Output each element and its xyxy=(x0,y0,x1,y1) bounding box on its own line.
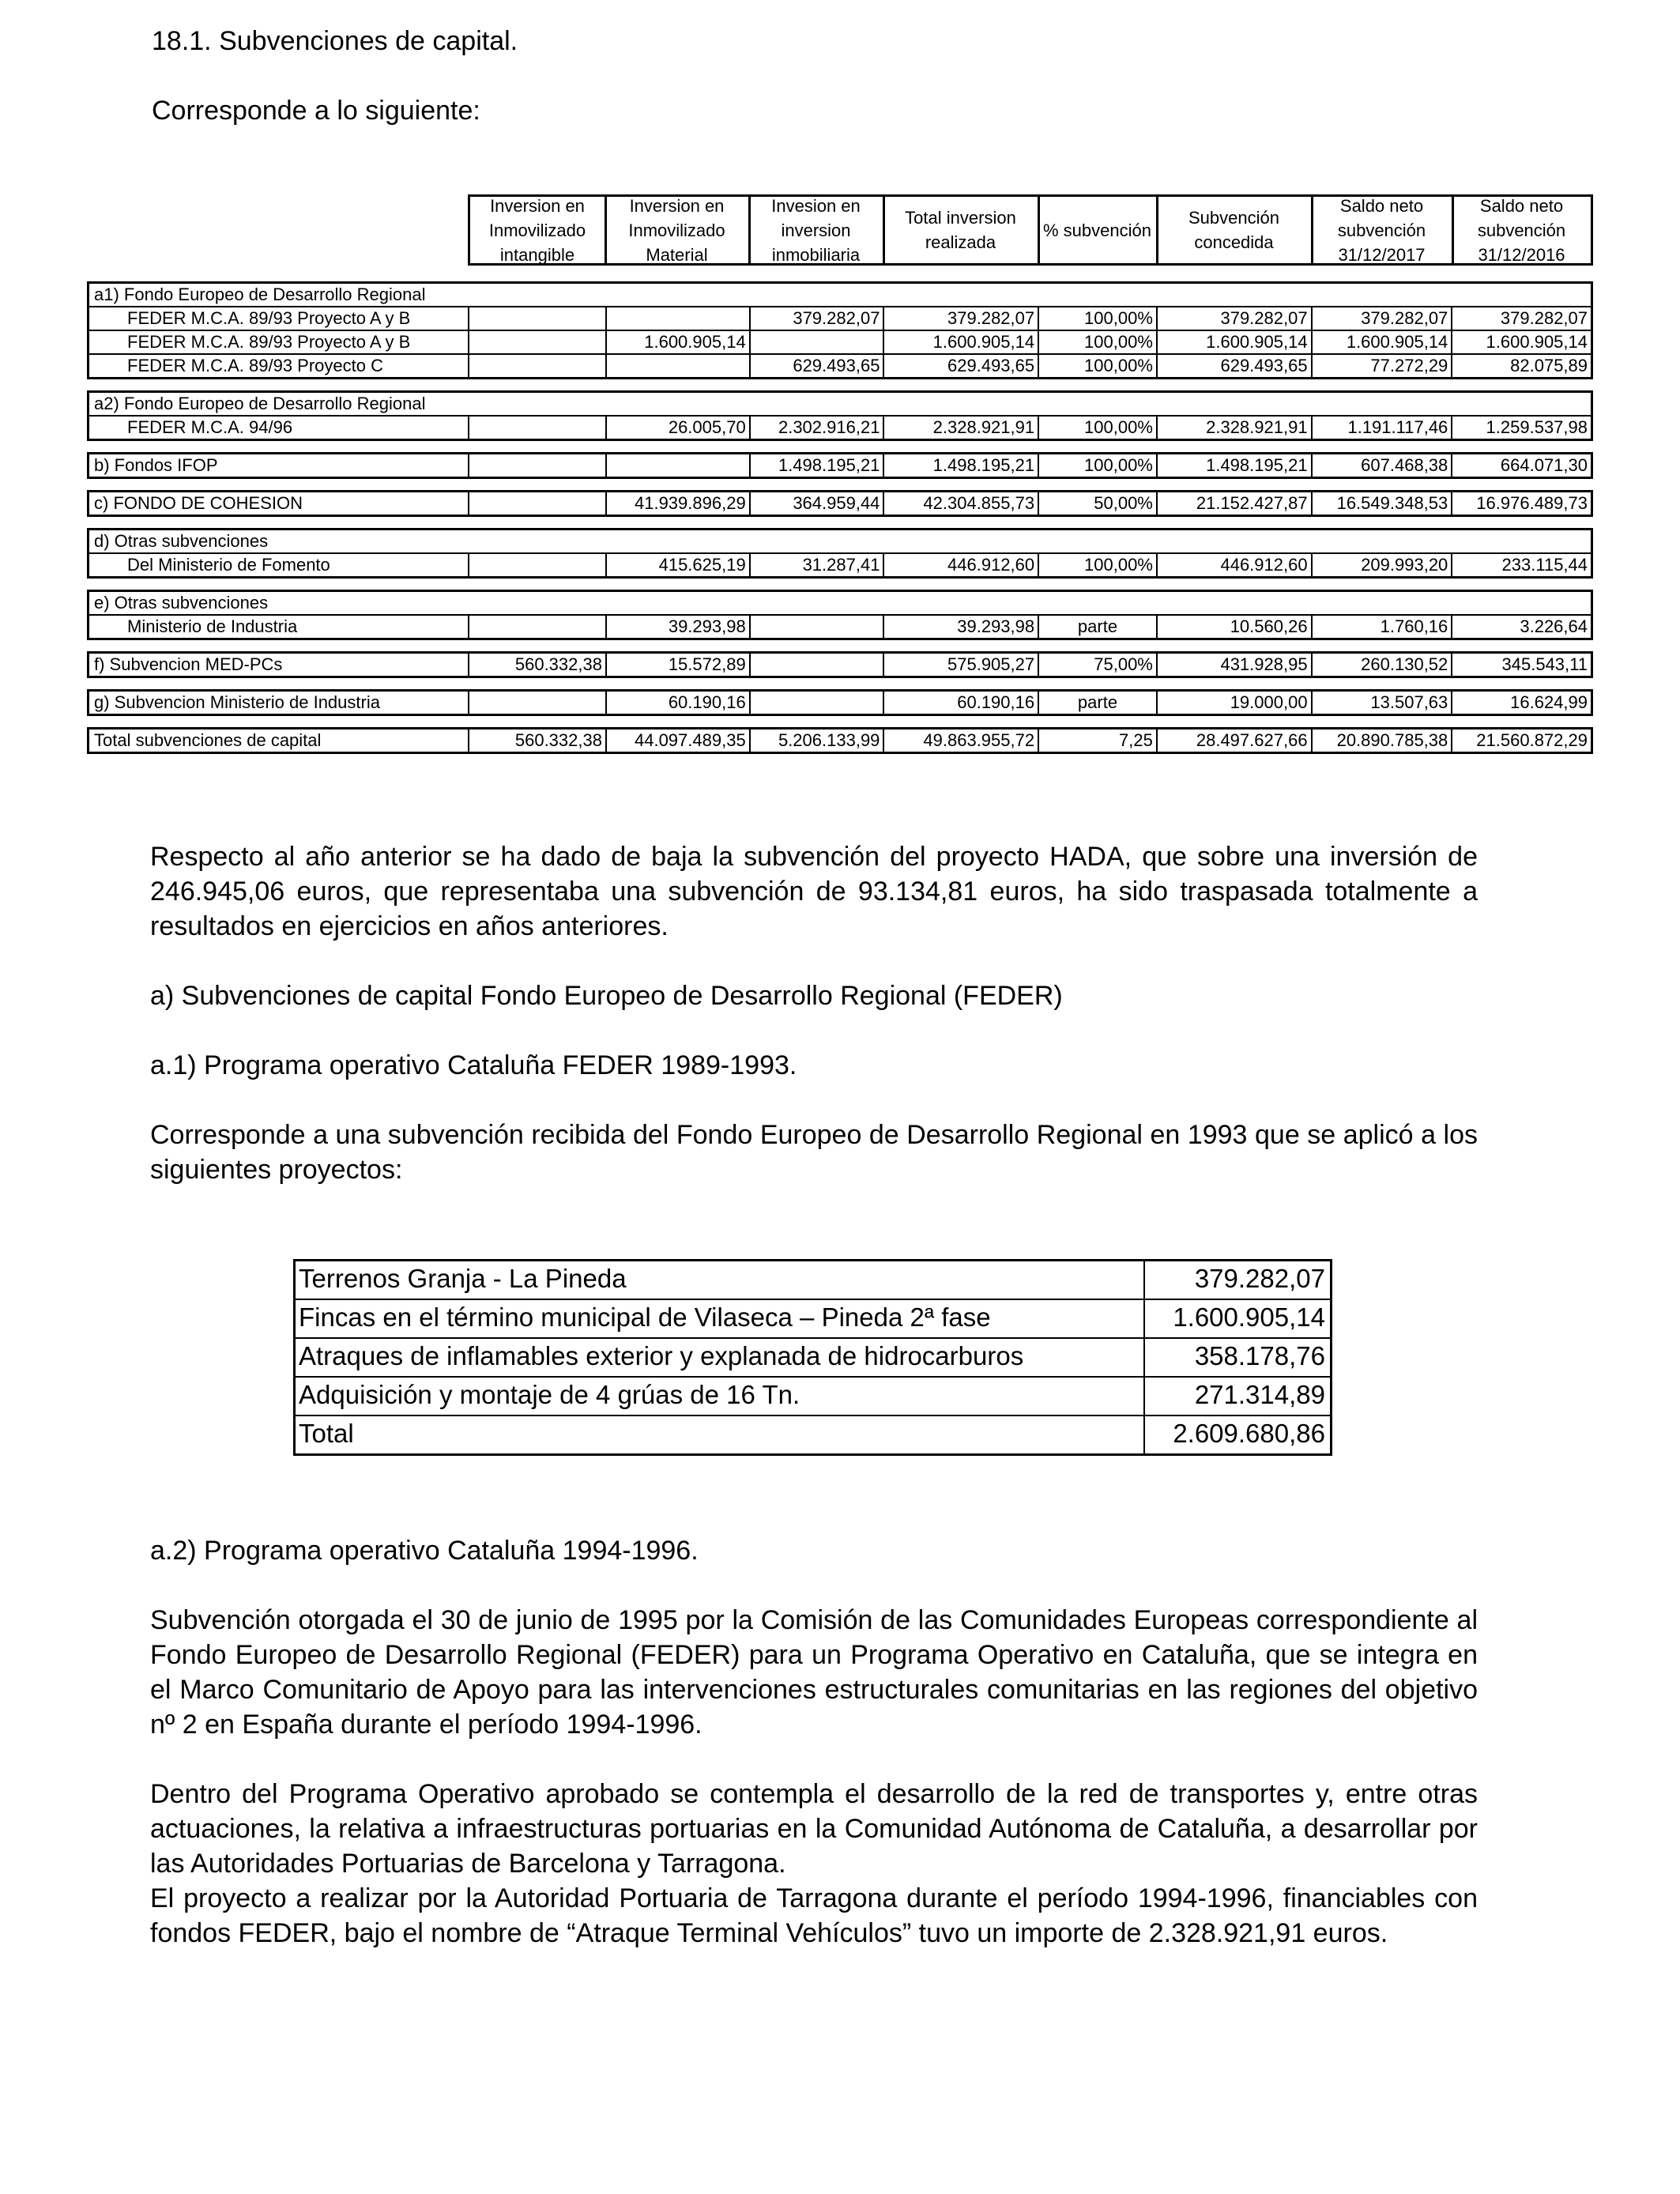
table-section xyxy=(87,689,1593,716)
table-cell xyxy=(751,331,885,353)
projects-table xyxy=(293,1259,1332,1456)
row-label: Total subvenciones de capital xyxy=(89,729,469,752)
header-cell: Subvención concedida xyxy=(1157,194,1313,266)
table-cell xyxy=(469,417,607,439)
table-cell: 2.302.916,21 xyxy=(751,417,885,439)
table-cell: 1.600.905,14 xyxy=(1158,331,1313,353)
table-cell: 209.993,20 xyxy=(1313,554,1453,576)
table-cell: 575.905,27 xyxy=(884,654,1039,676)
table-row xyxy=(89,415,1593,439)
project-value: 2.609.680,86 xyxy=(1173,1419,1325,1448)
table-cell xyxy=(607,307,751,330)
table-cell: 1.498.195,21 xyxy=(1158,454,1313,477)
table-cell: 39.293,98 xyxy=(884,616,1039,638)
subheading-a1: a.1) Programa operativo Cataluña FEDER 1989-1993. xyxy=(150,1050,797,1080)
table-cell: 16.549.348,53 xyxy=(1313,492,1453,515)
table-cell: 15.572,89 xyxy=(607,654,751,676)
table-cell: 1.191.117,46 xyxy=(1313,417,1453,439)
section-heading: 18.1. Subvenciones de capital. xyxy=(152,26,518,56)
table-cell: 16.976.489,73 xyxy=(1452,492,1593,515)
table-cell xyxy=(469,331,607,353)
table-cell: 100,00% xyxy=(1039,331,1158,353)
row-label: FEDER M.C.A. 89/93 Proyecto C xyxy=(89,355,469,377)
table-cell: 82.075,89 xyxy=(1452,355,1593,377)
table-cell: 431.928,95 xyxy=(1158,654,1313,676)
header-cell: % subvención xyxy=(1038,194,1158,266)
row-label: FEDER M.C.A. 89/93 Proyecto A y B xyxy=(89,331,469,353)
table-cell: 560.332,38 xyxy=(469,729,607,752)
table-cell: 607.468,38 xyxy=(1313,454,1453,477)
intro-text: Corresponde a lo siguiente: xyxy=(152,96,480,126)
table-cell: 20.890.785,38 xyxy=(1313,729,1453,752)
table-cell: 345.543,11 xyxy=(1452,654,1593,676)
table-cell: 2.328.921,91 xyxy=(884,417,1039,439)
table-cell: 629.493,65 xyxy=(884,355,1039,377)
project-label: Adquisición y montaje de 4 grúas de 16 Tn. xyxy=(296,1378,1145,1415)
table-cell: 49.863.955,72 xyxy=(884,729,1039,752)
table-cell: 28.497.627,66 xyxy=(1158,729,1313,752)
row-label: FEDER M.C.A. 94/96 xyxy=(89,417,469,439)
row-label: b) Fondos IFOP xyxy=(89,454,469,477)
table-cell: 77.272,29 xyxy=(1313,355,1453,377)
table-cell xyxy=(469,307,607,330)
project-label: Total xyxy=(296,1416,1145,1453)
table-cell: 379.282,07 xyxy=(1313,307,1453,330)
table-cell: 1.498.195,21 xyxy=(884,454,1039,477)
table-row xyxy=(89,330,1593,353)
table-row xyxy=(89,614,1593,638)
table-cell: 629.493,65 xyxy=(1158,355,1313,377)
table-section xyxy=(87,281,1593,379)
project-row xyxy=(296,1299,1330,1337)
table-section xyxy=(87,727,1593,754)
table-cell: 60.190,16 xyxy=(607,692,751,714)
table-cell: 5.206.133,99 xyxy=(751,729,885,752)
table-cell: 260.130,52 xyxy=(1313,654,1453,676)
section-title: a1) Fondo Europeo de Desarrollo Regional xyxy=(89,284,1593,306)
table-cell: 379.282,07 xyxy=(751,307,885,330)
table-row xyxy=(89,306,1593,330)
table-cell: 100,00% xyxy=(1039,417,1158,439)
project-value: 358.178,76 xyxy=(1194,1341,1325,1370)
paragraph-a2-1: Subvención otorgada el 30 de junio de 1995 por la Comisión de las Comunidades Europeas correspondiente al Fondo Europeo de Desarrollo Regional (FEDER) para un Programa Operativo en Cataluña, que se integra en el Marco Comunitario de Apoyo para las intervenciones estructurales comunitarias en las regiones del objetivo nº 2 en España durante el período 1994-1996. xyxy=(150,1605,1478,1740)
table-cell: 3.226,64 xyxy=(1452,616,1593,638)
table-cell: 1.259.537,98 xyxy=(1452,417,1593,439)
section-title: d) Otras subvenciones xyxy=(89,530,1593,552)
row-label: Del Ministerio de Fomento xyxy=(89,554,469,576)
table-row xyxy=(89,654,1593,676)
table-cell xyxy=(469,492,607,515)
table-section xyxy=(87,528,1593,579)
header-cell: Saldo neto subvención 31/12/2017 xyxy=(1312,194,1454,266)
table-cell: 100,00% xyxy=(1039,307,1158,330)
table-row xyxy=(89,552,1593,576)
table-cell: 26.005,70 xyxy=(607,417,751,439)
project-row xyxy=(296,1337,1330,1376)
section-title: a2) Fondo Europeo de Desarrollo Regional xyxy=(89,393,1593,415)
table-section xyxy=(87,490,1593,517)
table-cell: 16.624,99 xyxy=(1452,692,1593,714)
project-value: 379.282,07 xyxy=(1194,1264,1325,1293)
table-row xyxy=(89,692,1593,714)
table-cell: 75,00% xyxy=(1039,654,1158,676)
table-cell: 41.939.896,29 xyxy=(607,492,751,515)
table-row xyxy=(89,492,1593,515)
table-cell: 10.560,26 xyxy=(1158,616,1313,638)
section-a2 xyxy=(150,1533,1478,1951)
subvenciones-table xyxy=(87,194,1593,754)
table-cell: 13.507,63 xyxy=(1313,692,1453,714)
header-cell: Inversion en Inmovilizado intangible xyxy=(468,194,607,266)
table-cell xyxy=(469,355,607,377)
table-cell: 21.560.872,29 xyxy=(1452,729,1593,752)
table-section xyxy=(87,590,1593,640)
table-section xyxy=(87,452,1593,479)
table-section xyxy=(87,390,1593,441)
table-cell: 379.282,07 xyxy=(1452,307,1593,330)
table-cell xyxy=(469,554,607,576)
subheading-a2: a.2) Programa operativo Cataluña 1994-1996. xyxy=(150,1536,699,1566)
table-cell: parte xyxy=(1039,692,1158,714)
project-row xyxy=(296,1376,1330,1415)
table-cell xyxy=(469,454,607,477)
table-cell xyxy=(751,692,885,714)
table-cell: 629.493,65 xyxy=(751,355,885,377)
project-value: 271.314,89 xyxy=(1194,1380,1325,1409)
project-label: Atraques de inflamables exterior y explanada de hidrocarburos xyxy=(296,1339,1145,1376)
header-cell: Inversion en Inmovilizado Material xyxy=(605,194,751,266)
table-cell xyxy=(751,616,885,638)
row-label: g) Subvencion Ministerio de Industria xyxy=(89,692,469,714)
table-cell: 2.328.921,91 xyxy=(1158,417,1313,439)
table-cell: 1.600.905,14 xyxy=(884,331,1039,353)
table-cell: 100,00% xyxy=(1039,554,1158,576)
table-cell: 31.287,41 xyxy=(751,554,885,576)
table-row xyxy=(89,454,1593,477)
table-cell: 560.332,38 xyxy=(469,654,607,676)
table-cell: 100,00% xyxy=(1039,355,1158,377)
table-cell: 19.000,00 xyxy=(1158,692,1313,714)
paragraph-a2-2: Dentro del Programa Operativo aprobado se contempla el desarrollo de la red de transportes y, entre otras actuaciones, la relativa a infraestructuras portuarias en la Comunidad Autónoma de Cataluña, a desarrollar por las Autoridades Portuarias de Barcelona y Tarragona. xyxy=(150,1779,1478,1879)
table-row xyxy=(89,353,1593,377)
table-cell: 21.152.427,87 xyxy=(1158,492,1313,515)
table-cell: 7,25 xyxy=(1039,729,1158,752)
row-label: f) Subvencion MED-PCs xyxy=(89,654,469,676)
table-cell: 39.293,98 xyxy=(607,616,751,638)
table-cell: 1.600.905,14 xyxy=(1452,331,1593,353)
row-label: FEDER M.C.A. 89/93 Proyecto A y B xyxy=(89,307,469,330)
project-value: 1.600.905,14 xyxy=(1173,1302,1325,1332)
table-cell: 60.190,16 xyxy=(884,692,1039,714)
project-label: Fincas en el término municipal de Vilaseca – Pineda 2ª fase xyxy=(296,1300,1145,1337)
header-cell: Invesion en inversion inmobiliaria xyxy=(749,194,885,266)
table-cell: 42.304.855,73 xyxy=(884,492,1039,515)
table-cell: 100,00% xyxy=(1039,454,1158,477)
table-cell xyxy=(469,692,607,714)
table-cell xyxy=(751,654,885,676)
row-label: Ministerio de Industria xyxy=(89,616,469,638)
header-cell: Total inversion realizada xyxy=(883,194,1040,266)
table-cell: 44.097.489,35 xyxy=(607,729,751,752)
table-cell: 1.760,16 xyxy=(1313,616,1453,638)
project-label: Terrenos Granja - La Pineda xyxy=(296,1261,1145,1299)
table-cell: 446.912,60 xyxy=(884,554,1039,576)
table-cell: 379.282,07 xyxy=(884,307,1039,330)
table-cell: parte xyxy=(1039,616,1158,638)
table-cell: 1.498.195,21 xyxy=(751,454,885,477)
table-cell: 415.625,19 xyxy=(607,554,751,576)
project-row xyxy=(296,1261,1330,1299)
section-title: e) Otras subvenciones xyxy=(89,592,1593,614)
header-cell: Saldo neto subvención 31/12/2016 xyxy=(1452,194,1593,266)
table-cell: 1.600.905,14 xyxy=(607,331,751,353)
table-cell xyxy=(469,616,607,638)
table-cell: 379.282,07 xyxy=(1158,307,1313,330)
table-cell xyxy=(607,454,751,477)
table-cell: 446.912,60 xyxy=(1158,554,1313,576)
table-cell: 364.959,44 xyxy=(751,492,885,515)
paragraph-a1: Corresponde a una subvención recibida del Fondo Europeo de Desarrollo Regional en 1993 que se aplicó a los siguientes proyectos: xyxy=(150,1120,1478,1185)
subheading-a: a) Subvenciones de capital Fondo Europeo de Desarrollo Regional (FEDER) xyxy=(150,981,1063,1011)
table-cell: 664.071,30 xyxy=(1452,454,1593,477)
table-section xyxy=(87,651,1593,678)
table-header xyxy=(87,194,1593,270)
project-row xyxy=(296,1415,1330,1453)
table-row xyxy=(89,729,1593,752)
paragraph-a2-3: El proyecto a realizar por la Autoridad Portuaria de Tarragona durante el período 1994-1996, financiables con fondos FEDER, bajo el nombre de “Atraque Terminal Vehículos” tuvo un importe de 2.328.921,91 euros. xyxy=(150,1883,1478,1948)
table-cell xyxy=(607,355,751,377)
paragraph-hada: Respecto al año anterior se ha dado de baja la subvención del proyecto HADA, que sobre una inversión de 246.945,06 euros, que representaba una subvención de 93.134,81 euros, ha sido traspasada totalmente a resultados en ejercicios en años anteriores. a) Subvenciones de capital Fondo Europeo de Desarrollo Regional (FEDER) a.1) Programa operativo Cataluña FEDER 1989-1993. Corresponde a una subvención recibida del Fondo Europeo de Desarrollo Regional en 1993 que se aplicó a los siguientes proyectos: xyxy=(150,839,1478,1187)
row-label: c) FONDO DE COHESION xyxy=(89,492,469,515)
table-cell: 1.600.905,14 xyxy=(1313,331,1453,353)
table-cell: 50,00% xyxy=(1039,492,1158,515)
table-cell: 233.115,44 xyxy=(1452,554,1593,576)
